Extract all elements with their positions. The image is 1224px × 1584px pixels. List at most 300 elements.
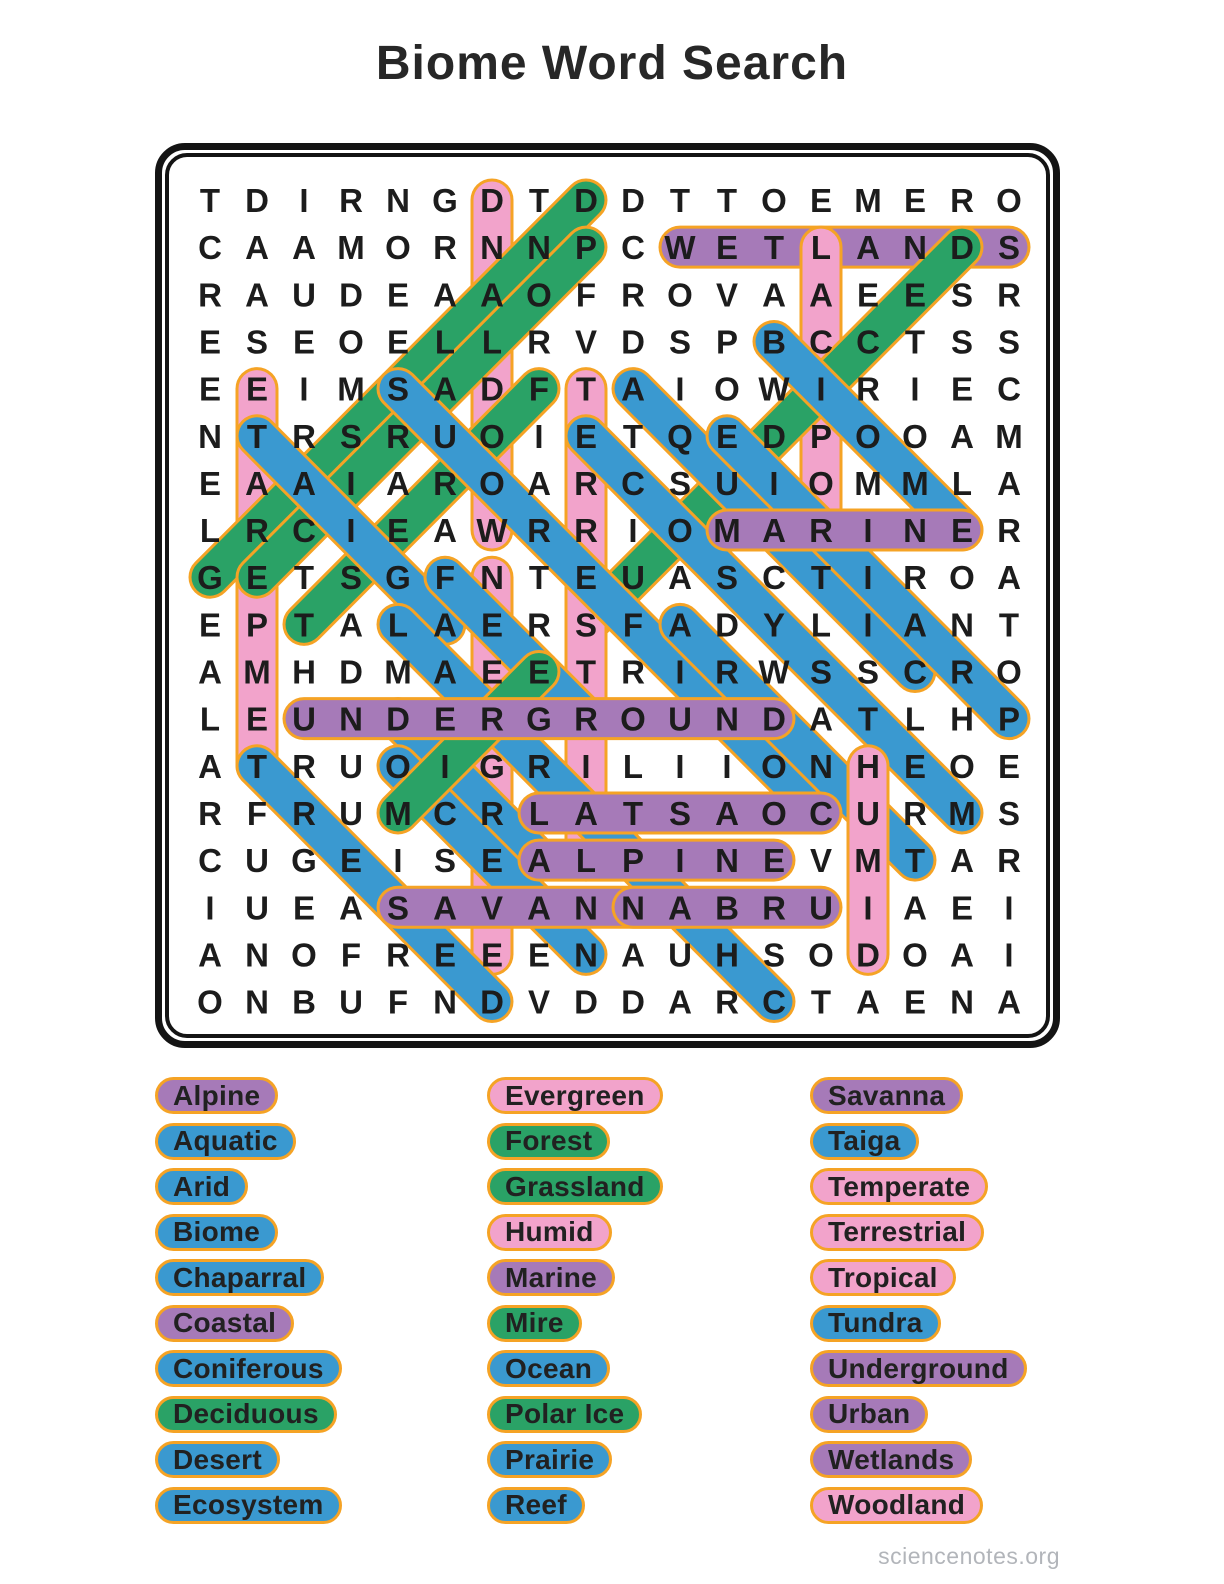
grid-letter: A [715,794,739,832]
grid-letter: L [481,323,503,361]
grid-letter: A [950,936,974,974]
grid-letter: A [292,229,316,267]
grid-letter: C [809,323,833,361]
grid-letter: O [996,653,1022,691]
grid-letter: R [950,653,974,691]
grid-letter: A [245,464,269,502]
grid-letter: I [534,417,544,455]
grid-letter: E [997,747,1021,785]
grid-letter: C [621,464,645,502]
grid-letter: E [339,842,363,880]
grid-letter: T [622,794,644,832]
word-pill-tropical: Tropical [810,1259,956,1296]
grid-letter: O [620,700,646,738]
grid-letter: D [339,276,363,314]
grid-letter: N [245,983,269,1021]
word-pill-evergreen: Evergreen [487,1077,663,1114]
grid-letter: E [762,842,786,880]
grid-letter: T [246,417,268,455]
grid-letter: T [763,229,785,267]
grid-letter: I [440,747,450,785]
grid-letter: A [433,370,457,408]
grid-letter: N [903,512,927,550]
grid-letter: O [855,417,881,455]
grid-letter: R [292,794,316,832]
grid-letter: U [433,417,457,455]
grid-letter: N [809,747,833,785]
grid-letter: R [527,323,551,361]
grid-letter: O [479,417,505,455]
grid-letter: E [574,417,598,455]
grid-letter: E [245,559,269,597]
grid-letter: N [950,983,974,1021]
grid-letter: P [245,606,269,644]
grid-letter: U [809,889,833,927]
grid-letter: E [480,936,504,974]
grid-letter: F [622,606,644,644]
grid-letter: D [480,370,504,408]
grid-letter: I [299,182,309,219]
grid-letter: A [668,559,692,597]
grid-letter: T [716,182,738,219]
grid-letter: C [997,370,1021,408]
grid-letter: L [199,512,221,550]
grid-letter: E [198,370,222,408]
grid-letter: W [476,512,508,550]
grid-letter: W [758,370,790,408]
grid-letter: O [526,276,552,314]
grid-letter: A [527,464,551,502]
grid-letter: E [903,747,927,785]
grid-letter: R [527,606,551,644]
grid-letter: U [245,842,269,880]
grid-letter: C [809,794,833,832]
grid-letter: T [199,182,221,219]
grid-letter: P [574,229,598,267]
grid-letter: N [339,700,363,738]
grid-letter: V [809,842,833,880]
grid-letter: T [904,323,926,361]
word-search-board [155,143,1060,1048]
grid-letter: I [816,370,826,408]
word-pill-terrestrial: Terrestrial [810,1214,984,1251]
grid-letter: O [667,276,693,314]
grid-letter: I [346,512,356,550]
grid-letter: S [245,323,269,361]
grid-letter: U [668,700,692,738]
grid-letter: O [291,936,317,974]
grid-letter: D [950,229,974,267]
grid-letter: F [387,983,409,1021]
grid-letter: G [197,559,223,597]
grid-letter: D [762,417,786,455]
grid-letter: E [433,700,457,738]
grid-letter: O [385,229,411,267]
grid-letter: R [621,653,645,691]
grid-letter: R [762,889,786,927]
grid-letter: S [386,889,410,927]
grid-letter: S [386,370,410,408]
grid-letter: D [762,700,786,738]
word-pill-deciduous: Deciduous [155,1396,337,1433]
grid-letter: B [292,983,316,1021]
grid-letter: D [574,182,598,219]
grid-letter: T [810,559,832,597]
grid-letter: A [903,606,927,644]
grid-letter: R [339,182,363,219]
word-search-grid [162,150,1053,1041]
grid-letter: S [856,653,880,691]
grid-letter: G [479,747,505,785]
attribution: sciencenotes.org [878,1543,1060,1569]
grid-letter: I [581,747,591,785]
grid-letter: A [339,889,363,927]
grid-letter: A [198,936,222,974]
grid-letter: T [575,370,597,408]
grid-letter: T [528,182,550,219]
word-pill-grassland: Grassland [487,1168,663,1205]
grid-letter: E [386,276,410,314]
grid-letter: A [480,276,504,314]
grid-letter: S [950,323,974,361]
grid-letter: F [528,370,550,408]
grid-letter: E [527,653,551,691]
grid-letter: I [722,747,732,785]
grid-letter: E [950,889,974,927]
grid-letter: A [433,512,457,550]
grid-letter: U [339,983,363,1021]
word-pill-coniferous: Coniferous [155,1350,342,1387]
grid-letter: R [480,700,504,738]
grid-letter: D [480,983,504,1021]
grid-letter: R [574,464,598,502]
word-pill-woodland: Woodland [810,1487,983,1524]
grid-letter: N [715,842,739,880]
grid-letter: W [664,229,696,267]
grid-letter: D [339,653,363,691]
grid-letter: F [434,559,456,597]
grid-letter: E [245,370,269,408]
grid-letter: H [950,700,974,738]
grid-letter: L [810,229,832,267]
word-pill-coastal: Coastal [155,1305,294,1342]
grid-letter: R [198,794,222,832]
grid-letter: T [575,653,597,691]
grid-letter: O [902,417,928,455]
grid-letter: R [574,700,598,738]
grid-letter: O [761,182,787,219]
word-pill-wetlands: Wetlands [810,1441,972,1478]
grid-letter: P [809,417,833,455]
grid-letter: A [339,606,363,644]
grid-letter: A [809,276,833,314]
grid-letter: N [480,229,504,267]
grid-letter: M [948,794,976,832]
grid-letter: A [950,417,974,455]
word-pill-reef: Reef [487,1487,585,1524]
word-pill-temperate: Temperate [810,1168,988,1205]
grid-letter: A [433,889,457,927]
grid-letter: A [574,794,598,832]
grid-letter: R [856,370,880,408]
grid-letter: O [338,323,364,361]
grid-letter: I [863,606,873,644]
grid-letter: L [387,606,409,644]
grid-letter: T [904,842,926,880]
grid-letter: T [998,606,1020,644]
grid-letter: N [433,983,457,1021]
grid-letter: S [715,559,739,597]
word-pill-taiga: Taiga [810,1123,919,1160]
grid-letter: G [385,559,411,597]
grid-letter: A [950,842,974,880]
grid-letter: U [245,889,269,927]
grid-letter: L [528,794,550,832]
grid-letter: O [808,936,834,974]
grid-letter: G [432,182,458,219]
grid-letter: S [762,936,786,974]
grid-letter: A [621,936,645,974]
grid-letter: R [621,276,645,314]
grid-letter: C [762,983,786,1021]
grid-letter: O [714,370,740,408]
grid-letter: U [621,559,645,597]
word-pill-urban: Urban [810,1396,928,1433]
grid-letter: I [769,464,779,502]
grid-letter: E [480,653,504,691]
grid-letter: F [246,794,268,832]
grid-letter: R [433,229,457,267]
grid-letter: A [433,606,457,644]
grid-letter: U [715,464,739,502]
grid-letter: A [245,276,269,314]
grid-letter: M [337,370,365,408]
grid-letter: S [668,794,692,832]
grid-letter: M [854,842,882,880]
grid-letter: D [480,182,504,219]
grid-letter: R [292,417,316,455]
grid-letter: V [574,323,598,361]
grid-letter: A [997,983,1021,1021]
grid-letter: I [205,889,215,927]
word-list-column-3 [810,1077,1027,1524]
grid-letter: E [903,182,927,219]
grid-letter: N [715,700,739,738]
grid-letter: L [434,323,456,361]
grid-letter: M [384,653,412,691]
word-pill-polar-ice: Polar Ice [487,1396,642,1433]
grid-letter: U [292,276,316,314]
grid-letter: A [433,276,457,314]
grid-letter: C [292,512,316,550]
grid-letter: R [292,747,316,785]
grid-letter: T [293,606,315,644]
grid-letter: S [668,464,692,502]
grid-letter: I [628,512,638,550]
grid-letter: I [863,512,873,550]
page-title: Biome Word Search [375,37,849,90]
grid-letter: M [384,794,412,832]
grid-letter: A [245,229,269,267]
grid-letter: N [903,229,927,267]
grid-letter: R [480,794,504,832]
grid-letter: R [433,464,457,502]
grid-letter: S [433,842,457,880]
grid-letter: M [854,182,882,219]
grid-letter: O [949,747,975,785]
word-list-column-2 [487,1077,663,1524]
grid-letter: A [856,983,880,1021]
grid-letter: I [863,559,873,597]
grid-letter: O [479,464,505,502]
grid-letter: D [621,323,645,361]
grid-letter: E [715,417,739,455]
grid-letter: T [528,559,550,597]
grid-letter: A [668,983,692,1021]
grid-letter: A [668,889,692,927]
grid-letter: E [245,700,269,738]
grid-letter: D [386,700,410,738]
grid-letter: A [527,842,551,880]
word-pill-chaparral: Chaparral [155,1259,324,1296]
grid-letter: S [809,653,833,691]
grid-letter: E [198,323,222,361]
grid-letter: E [950,512,974,550]
grid-letter: A [856,229,880,267]
grid-letter: R [997,512,1021,550]
grid-letter: E [527,936,551,974]
word-pill-ecosystem: Ecosystem [155,1487,342,1524]
grid-letter: L [199,700,221,738]
grid-letter: R [903,559,927,597]
grid-letter: E [903,983,927,1021]
grid-letter: L [622,747,644,785]
word-pill-desert: Desert [155,1441,280,1478]
grid-letter: E [198,464,222,502]
grid-letter: I [299,370,309,408]
grid-letter: E [292,889,316,927]
grid-letter: B [715,889,739,927]
grid-letter: N [198,417,222,455]
grid-letter: N [480,559,504,597]
grid-letter: S [668,323,692,361]
grid-letter: T [246,747,268,785]
word-pill-humid: Humid [487,1214,612,1251]
grid-letter: I [675,842,685,880]
word-pill-marine: Marine [487,1259,615,1296]
grid-letter: E [903,276,927,314]
grid-letter: E [950,370,974,408]
grid-letter: I [675,370,685,408]
word-pill-prairie: Prairie [487,1441,612,1478]
word-pill-forest: Forest [487,1123,610,1160]
grid-letter: U [668,936,692,974]
grid-letter: R [245,512,269,550]
grid-letter: N [574,889,598,927]
grid-letter: R [574,512,598,550]
grid-letter: R [715,653,739,691]
grid-letter: U [292,700,316,738]
grid-letter: M [337,229,365,267]
grid-letter: T [857,700,879,738]
grid-letter: U [856,794,880,832]
grid-letter: I [1004,936,1014,974]
grid-letter: A [809,700,833,738]
grid-letter: U [339,794,363,832]
grid-letter: A [198,747,222,785]
grid-letter: V [715,276,739,314]
grid-letter: E [433,936,457,974]
grid-letter: M [854,464,882,502]
grid-letter: S [997,323,1021,361]
grid-letter: C [903,653,927,691]
grid-letter: D [574,983,598,1021]
grid-letter: N [527,229,551,267]
grid-letter: S [574,606,598,644]
grid-letter: E [292,323,316,361]
grid-letter: R [950,182,974,219]
grid-letter: H [856,747,880,785]
grid-letter: F [575,276,597,314]
grid-letter: O [761,747,787,785]
word-pill-savanna: Savanna [810,1077,963,1114]
grid-letter: L [575,842,597,880]
grid-letter: A [386,464,410,502]
grid-letter: I [393,842,403,880]
grid-letter: T [810,983,832,1021]
grid-letter: W [758,653,790,691]
grid-letter: N [621,889,645,927]
grid-letter: E [386,323,410,361]
grid-letter: O [197,983,223,1021]
grid-letter: C [198,229,222,267]
grid-letter: O [902,936,928,974]
grid-letter: M [901,464,929,502]
grid-letter: C [856,323,880,361]
grid-letter: U [339,747,363,785]
word-pill-aquatic: Aquatic [155,1123,296,1160]
grid-letter: S [997,229,1021,267]
grid-letter: P [715,323,739,361]
grid-letter: C [433,794,457,832]
grid-letter: T [293,559,315,597]
grid-letter: N [574,936,598,974]
grid-letter: O [949,559,975,597]
grid-letter: A [292,464,316,502]
word-list-column-1 [155,1077,342,1524]
grid-letter: D [856,936,880,974]
grid-letter: E [480,842,504,880]
grid-letter: E [715,229,739,267]
grid-letter: O [385,747,411,785]
grid-letter: L [951,464,973,502]
grid-letter: R [809,512,833,550]
grid-letter: M [243,653,271,691]
grid-letter: I [863,889,873,927]
grid-letter: D [621,182,645,219]
grid-letter: V [527,983,551,1021]
grid-letter: S [997,794,1021,832]
grid-letter: R [386,936,410,974]
grid-letter: D [245,182,269,219]
grid-letter: V [480,889,504,927]
grid-letter: G [291,842,317,880]
grid-letter: E [809,182,833,219]
grid-letter: C [762,559,786,597]
word-pill-ocean: Ocean [487,1350,610,1387]
grid-letter: A [997,559,1021,597]
grid-letter: I [675,653,685,691]
